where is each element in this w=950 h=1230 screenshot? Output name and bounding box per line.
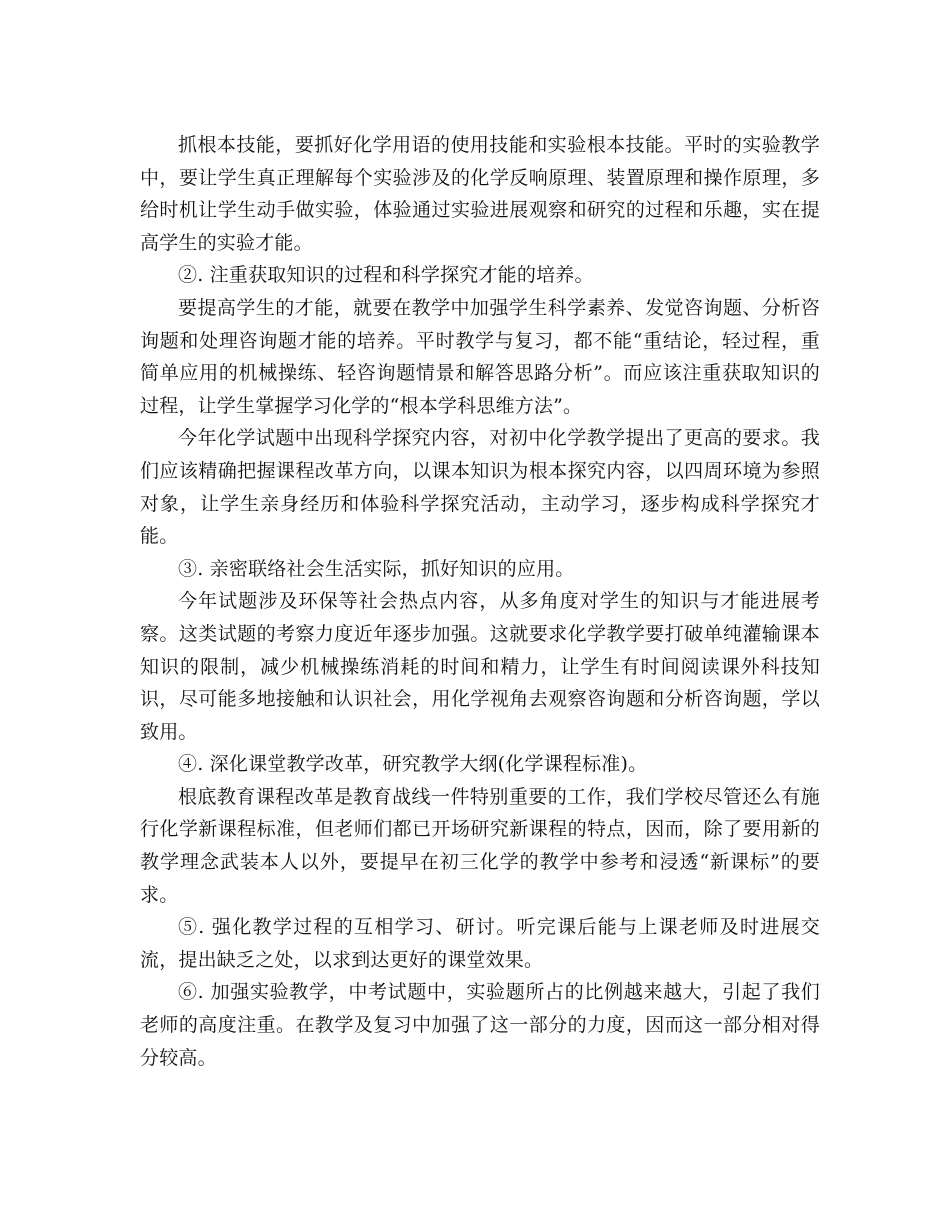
paragraph-basic-skills: 抓根本技能，要抓好化学用语的使用技能和实验根本技能。平时的实验教学中，要让学生真正理解每个实验涉及的化学反响原理、装置原理和操作原理，多给时机让学生动手做实验，体验通过实验进展观察和研究的过程和乐趣，实在提高学生的实验才能。 [140, 134, 820, 254]
paragraph-point-6: ⑥. 加强实验教学，中考试题中，实验题所占的比例越来越大，引起了我们老师的高度注重。在教学及复习中加强了这一部分的力度，因而这一部分相对得分较高。 [140, 981, 820, 1069]
heading-point-3: ③. 亲密联络社会生活实际，抓好知识的应用。 [178, 557, 575, 580]
paragraph-point-5: ⑤. 强化教学过程的互相学习、研讨。听完课后能与上课老师及时进展交流，提出缺乏之处，以求到达更好的课堂效果。 [140, 916, 820, 971]
paragraph-social-hotspots: 今年试题涉及环保等社会热点内容，从多角度对学生的知识与才能进展考察。这类试题的考察力度近年逐步加强。这就要求化学教学要打破单纯灌输课本知识的限制，减少机械操练消耗的时间和精力，让学生有时间阅读课外科技知识，尽可能多地接触和认识社会，用化学视角去观察咨询题和分析咨询题，学以致用。 [140, 590, 820, 743]
heading-point-4: ④. 深化课堂教学改革，研究教学大纲(化学课程标准)。 [178, 753, 648, 776]
paragraph-scientific-inquiry: 今年化学试题中出现科学探究内容，对初中化学教学提出了更高的要求。我们应该精确把握课程改革方向，以课本知识为根本探究内容，以四周环境为参照对象，让学生亲身经历和体验科学探究活动，主动学习，逐步构成科学探究才能。 [140, 427, 820, 548]
paragraph-ability-training: 要提高学生的才能，就要在教学中加强学生科学素养、发觉咨询题、分析咨询题和处理咨询题才能的培养。平时教学与复习，都不能“重结论，轻过程，重简单应用的机械操练、轻咨询题情景和解答思路分析”。而应该注重获取知识的过程，让学生掌握学习化学的“根本学科思维方法”。 [140, 296, 820, 417]
document-body [140, 129, 820, 1074]
paragraph-curriculum-reform: 根底教育课程改革是教育战线一件特别重要的工作，我们学校尽管还么有施行化学新课程标准，但老师们都已开场研究新课程的特点，因而，除了要用新的教学理念武装本人以外，要提早在初三化学的教学中参考和浸透“新课标”的要求。 [140, 785, 820, 906]
heading-point-2: ②. 注重获取知识的过程和科学探究才能的培养。 [178, 264, 594, 287]
